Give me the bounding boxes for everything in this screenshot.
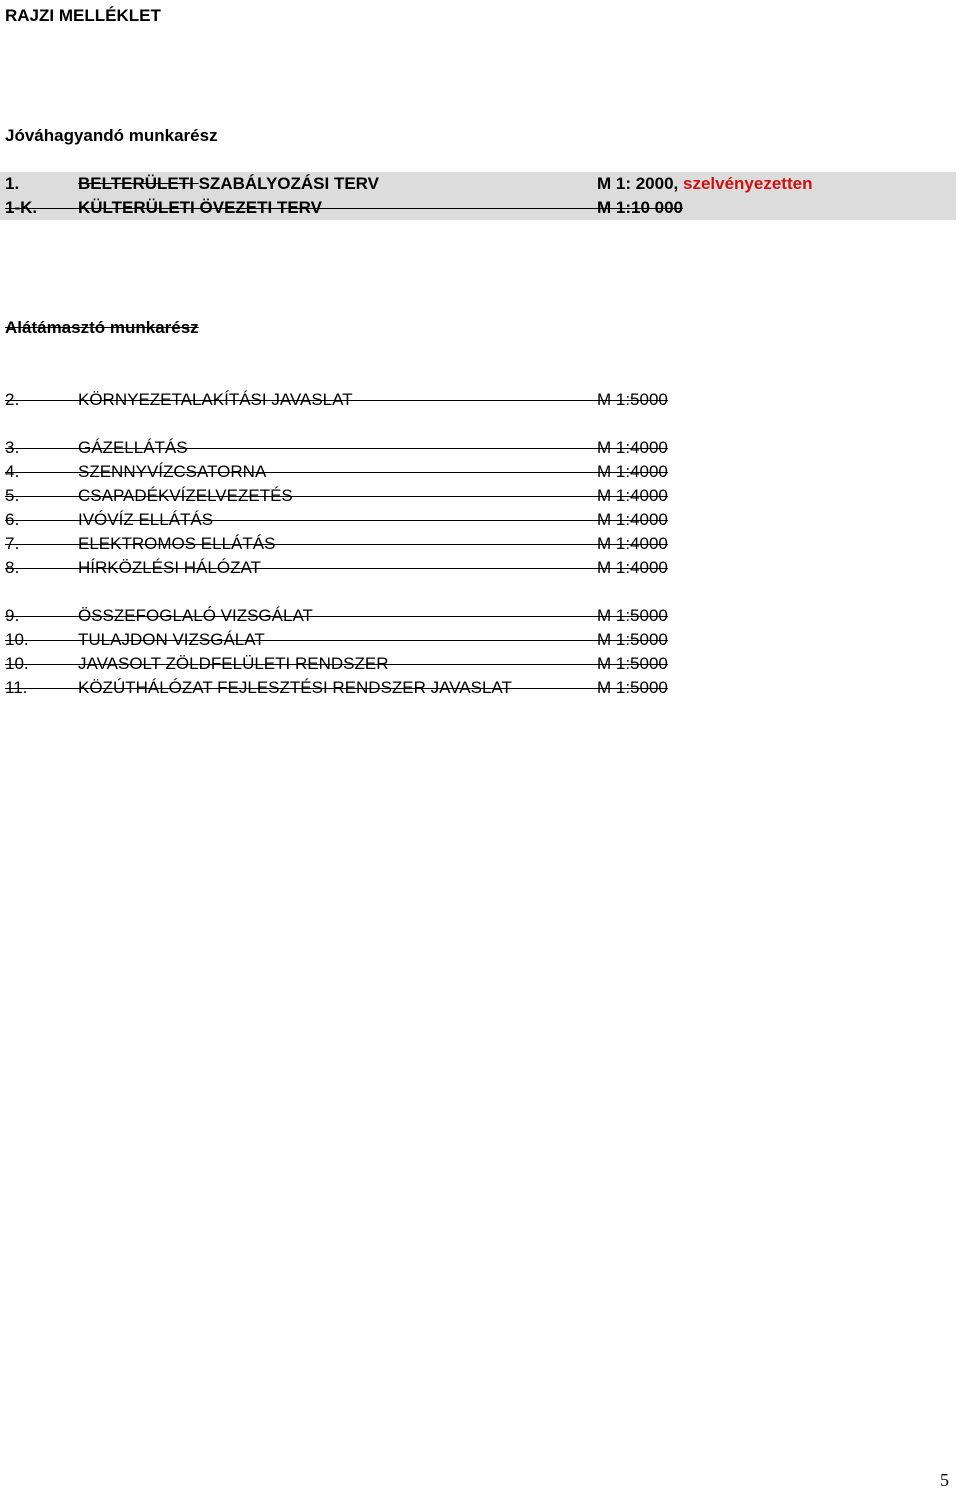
item-scale: M 1:10 000	[597, 198, 683, 217]
item-title: HÍRKÖZLÉSI HÁLÓZAT	[78, 558, 261, 577]
approved-heading: Jóváhagyandó munkarész	[5, 126, 218, 145]
item-scale: M 1:4000	[597, 534, 668, 553]
item-number: 10.	[5, 654, 29, 673]
item-number: 9.	[5, 606, 20, 625]
item-title: KÖZÚTHÁLÓZAT FEJLESZTÉSI RENDSZER JAVASLAT	[78, 678, 512, 697]
item-title: SZENNYVÍZCSATORNA	[78, 462, 267, 481]
item-scale: M 1:4000	[597, 486, 668, 505]
item-title: BELTERÜLETI SZABÁLYOZÁSI TERV	[78, 174, 379, 193]
item-scale: M 1:4000	[597, 462, 668, 481]
list-item	[0, 532, 956, 556]
list-item	[0, 484, 956, 508]
list-item	[0, 604, 956, 628]
item-title: KÖRNYEZETALAKÍTÁSI JAVASLAT	[78, 390, 353, 409]
item-number: 4.	[5, 462, 20, 481]
item-number: 5.	[5, 486, 20, 505]
item-scale: M 1:4000	[597, 438, 668, 457]
list-item	[0, 196, 956, 220]
list-item	[0, 628, 956, 652]
list-item	[0, 652, 956, 676]
item-title: TULAJDON VIZSGÁLAT	[78, 630, 265, 649]
item-scale: M 1:5000	[597, 630, 668, 649]
list-item	[0, 172, 956, 196]
list-item	[0, 460, 956, 484]
item-title: JAVASOLT ZÖLDFELÜLETI RENDSZER	[78, 654, 389, 673]
item-scale: M 1: 2000, szelvényezetten	[597, 174, 813, 193]
item-number: 7.	[5, 534, 20, 553]
item-title: IVÓVÍZ ELLÁTÁS	[78, 510, 214, 529]
item-scale: M 1:4000	[597, 510, 668, 529]
item-title: CSAPADÉKVÍZELVEZETÉS	[78, 486, 293, 505]
supporting-heading: Alátámasztó munkarész	[5, 318, 199, 337]
item-scale: M 1:4000	[597, 558, 668, 577]
list-item	[0, 388, 956, 412]
item-number: 3.	[5, 438, 20, 457]
item-number: 8.	[5, 558, 20, 577]
item-number: 1-K.	[5, 198, 38, 217]
list-item	[0, 556, 956, 580]
list-item	[0, 676, 956, 700]
item-title: GÁZELLÁTÁS	[78, 438, 188, 457]
item-title: ÖSSZEFOGLALÓ VIZSGÁLAT	[78, 606, 313, 625]
item-scale: M 1:5000	[597, 654, 668, 673]
item-number: 1.	[5, 174, 20, 193]
item-scale: M 1:5000	[597, 390, 668, 409]
list-item	[0, 436, 956, 460]
item-scale: M 1:5000	[597, 678, 668, 697]
page-number: 5	[940, 1470, 949, 1490]
item-number: 10.	[5, 630, 29, 649]
item-title: ELEKTROMOS ELLÁTÁS	[78, 534, 276, 553]
item-number: 6.	[5, 510, 20, 529]
item-scale: M 1:5000	[597, 606, 668, 625]
list-item	[0, 508, 956, 532]
item-number: 11.	[5, 678, 28, 697]
item-number: 2.	[5, 390, 20, 409]
page-title: RAJZI MELLÉKLET	[5, 6, 161, 25]
item-title: KÜLTERÜLETI ÖVEZETI TERV	[78, 198, 322, 217]
